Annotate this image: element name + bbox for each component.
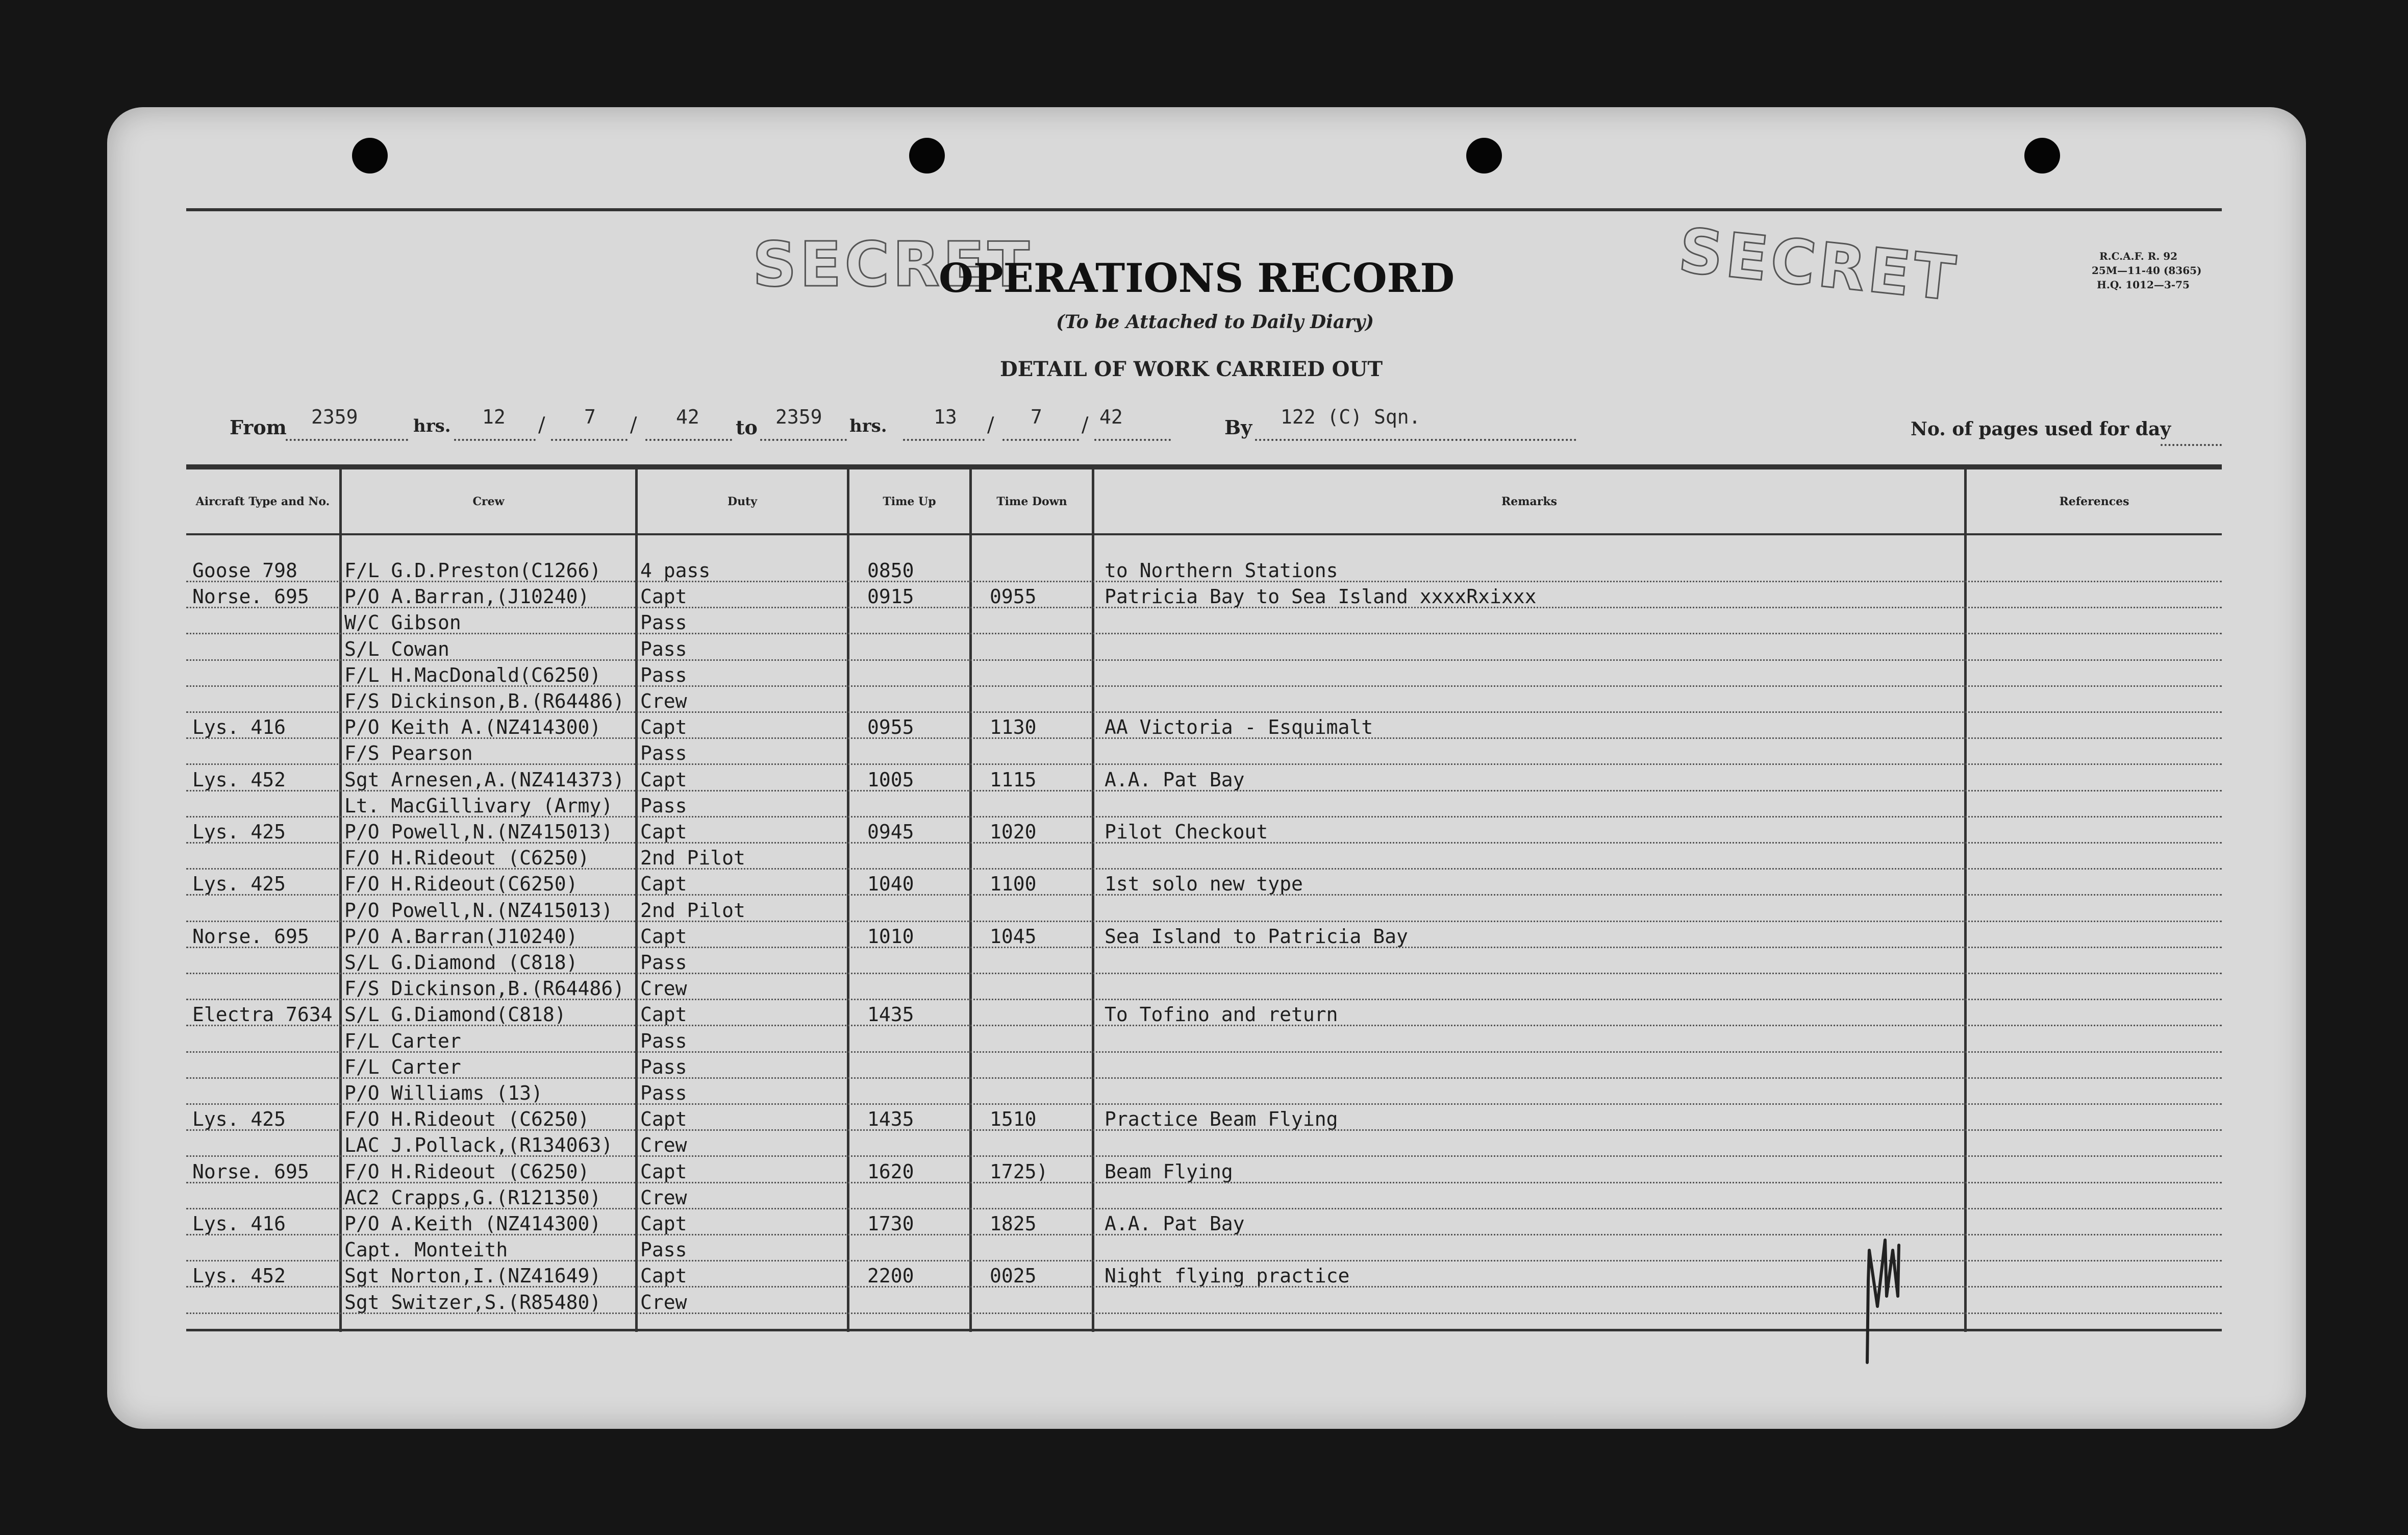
pages-line: [2161, 444, 2222, 446]
aircraft-cell: Lys. 416: [192, 1212, 286, 1235]
table-row: [186, 635, 2222, 661]
slash: /: [538, 413, 545, 437]
remarks-cell: to Northern Stations: [1105, 559, 1338, 582]
by-value: 122 (C) Sqn.: [1281, 406, 1421, 428]
time-down-cell: 0025: [990, 1265, 1037, 1288]
duty-cell: Crew: [640, 1186, 687, 1209]
duty-cell: 2nd Pilot: [640, 847, 745, 870]
duty-cell: Capt: [640, 1003, 687, 1026]
from-year: 42: [676, 406, 699, 428]
aircraft-cell: Electra 7634: [192, 1003, 333, 1026]
crew-cell: P/O Powell,N.(NZ415013): [344, 899, 613, 922]
aircraft-cell: Norse. 695: [192, 1160, 309, 1183]
table-row: [186, 1027, 2222, 1053]
remarks-cell: Night flying practice: [1105, 1265, 1350, 1288]
duty-cell: Crew: [640, 1134, 687, 1157]
form-ref-3: H.Q. 1012—3-75: [2097, 279, 2190, 291]
duty-cell: Capt: [640, 821, 687, 843]
crew-cell: W/C Gibson: [344, 611, 461, 634]
crew-cell: F/O H.Rideout (C6250): [344, 1160, 590, 1183]
to-month: 7: [1031, 406, 1042, 428]
remarks-cell: 1st solo new type: [1105, 873, 1303, 896]
table-row: [186, 1209, 2222, 1235]
table-row: [186, 870, 2222, 896]
table-row: [186, 1261, 2222, 1288]
pages-label: No. of pages used for day: [1911, 418, 2171, 440]
crew-cell: AC2 Crapps,G.(R121350): [344, 1186, 601, 1209]
duty-cell: Capt: [640, 873, 687, 896]
crew-cell: P/O Powell,N.(NZ415013): [344, 821, 613, 843]
table-row: [186, 1131, 2222, 1157]
crew-cell: P/O Williams (13): [344, 1082, 543, 1104]
duty-cell: Pass: [640, 1055, 687, 1078]
table-row: [186, 687, 2222, 713]
duty-cell: Pass: [640, 794, 687, 817]
aircraft-cell: Lys. 425: [192, 1108, 286, 1131]
crew-cell: P/O A.Barran,(J10240): [344, 585, 590, 608]
remarks-cell: Beam Flying: [1105, 1160, 1233, 1183]
time-up-cell: 1010: [867, 925, 914, 948]
time-down-cell: 1115: [990, 768, 1037, 791]
from-day-line: [454, 439, 536, 441]
duty-cell: Capt: [640, 1212, 687, 1235]
col-header-crew: Crew: [472, 495, 505, 508]
from-day: 12: [482, 406, 506, 428]
duty-cell: Pass: [640, 951, 687, 974]
crew-cell: F/S Dickinson,B.(R64486): [344, 690, 625, 712]
time-up-cell: 2200: [867, 1265, 914, 1288]
from-year-line: [645, 439, 732, 441]
time-up-cell: 1435: [867, 1003, 914, 1026]
aircraft-cell: Lys. 425: [192, 873, 286, 896]
remarks-cell: Pilot Checkout: [1105, 821, 1268, 843]
time-down-cell: 1825: [990, 1212, 1037, 1235]
duty-cell: Pass: [640, 1029, 687, 1052]
aircraft-cell: Norse. 695: [192, 925, 309, 948]
time-up-cell: 1435: [867, 1108, 914, 1131]
to-label: to: [736, 416, 758, 439]
duty-cell: Capt: [640, 925, 687, 948]
time-up-cell: 1620: [867, 1160, 914, 1183]
hrs-label-1: hrs.: [413, 416, 451, 436]
remarks-cell: Practice Beam Flying: [1105, 1108, 1338, 1131]
crew-cell: Capt. Monteith: [344, 1239, 508, 1261]
operations-record-card: [107, 107, 2306, 1429]
slash: /: [987, 413, 994, 437]
duty-cell: Crew: [640, 690, 687, 712]
punch-hole: [909, 138, 945, 174]
table-row: [186, 608, 2222, 634]
time-up-cell: 1005: [867, 768, 914, 791]
crew-cell: Sgt Switzer,S.(R85480): [344, 1291, 601, 1314]
slash: /: [1082, 413, 1089, 437]
table-row: [186, 791, 2222, 818]
to-day: 13: [934, 406, 957, 428]
table-row: [186, 896, 2222, 922]
duty-cell: Pass: [640, 1082, 687, 1104]
table-row: [186, 1183, 2222, 1209]
crew-cell: P/O A.Barran(J10240): [344, 925, 578, 948]
hrs-label-2: hrs.: [849, 416, 887, 436]
table-row: [186, 582, 2222, 608]
form-ref-2: 25M—11-40 (8365): [2092, 264, 2202, 277]
table-row: [186, 922, 2222, 948]
duty-cell: Pass: [640, 637, 687, 660]
col-header-remarks: Remarks: [1501, 495, 1558, 508]
duty-cell: Capt: [640, 716, 687, 739]
duty-cell: Pass: [640, 611, 687, 634]
by-line: [1255, 439, 1576, 441]
remarks-cell: A.A. Pat Bay: [1105, 768, 1245, 791]
duty-cell: Pass: [640, 742, 687, 765]
time-down-cell: 1020: [990, 821, 1037, 843]
header-bottom-rule: [186, 533, 2222, 535]
col-header-references: References: [2059, 495, 2129, 508]
from-month-line: [551, 439, 628, 441]
duty-cell: Capt: [640, 768, 687, 791]
crew-cell: P/O A.Keith (NZ414300): [344, 1212, 601, 1235]
slash: /: [630, 413, 637, 437]
time-up-cell: 0915: [867, 585, 914, 608]
to-month-line: [1002, 439, 1079, 441]
to-year: 42: [1099, 406, 1123, 428]
table-row: [186, 1157, 2222, 1183]
to-time: 2359: [775, 406, 822, 428]
punch-hole: [2024, 138, 2060, 174]
time-down-cell: 0955: [990, 585, 1037, 608]
crew-cell: F/S Dickinson,B.(R64486): [344, 977, 625, 1000]
crew-cell: F/L G.D.Preston(C1266): [344, 559, 601, 582]
col-header-time-down: Time Down: [996, 495, 1067, 508]
section-title: DETAIL OF WORK CARRIED OUT: [1000, 357, 1383, 381]
from-month: 7: [584, 406, 596, 428]
aircraft-cell: Goose 798: [192, 559, 297, 582]
duty-cell: Capt: [640, 585, 687, 608]
time-up-cell: 1730: [867, 1212, 914, 1235]
crew-cell: F/L H.MacDonald(C6250): [344, 663, 601, 686]
table-row: [186, 765, 2222, 791]
crew-cell: S/L Cowan: [344, 637, 449, 660]
aircraft-cell: Norse. 695: [192, 585, 309, 608]
aircraft-cell: Lys. 452: [192, 768, 286, 791]
crew-cell: S/L G.Diamond (C818): [344, 951, 578, 974]
crew-cell: F/O H.Rideout (C6250): [344, 847, 590, 870]
form-ref-1: R.C.A.F. R. 92: [2099, 250, 2178, 262]
col-header-duty: Duty: [727, 495, 758, 508]
time-up-cell: 0955: [867, 716, 914, 739]
duty-cell: Capt: [640, 1160, 687, 1183]
time-down-cell: 1725): [990, 1160, 1048, 1183]
table-row: [186, 1000, 2222, 1026]
to-day-line: [903, 439, 985, 441]
crew-cell: Sgt Arnesen,A.(NZ414373): [344, 768, 625, 791]
table-row: [186, 713, 2222, 739]
table-row: [186, 1053, 2222, 1079]
time-up-cell: 0850: [867, 559, 914, 582]
table-row: [186, 948, 2222, 974]
to-time-line: [760, 439, 847, 441]
remarks-cell: To Tofino and return: [1105, 1003, 1338, 1026]
crew-cell: F/L Carter: [344, 1055, 461, 1078]
table-row: [186, 1288, 2222, 1314]
aircraft-cell: Lys. 452: [192, 1265, 286, 1288]
col-header-time-up: Time Up: [883, 495, 936, 508]
remarks-cell: AA Victoria - Esquimalt: [1105, 716, 1373, 739]
time-down-cell: 1100: [990, 873, 1037, 896]
duty-cell: Pass: [640, 663, 687, 686]
by-label: By: [1224, 416, 1252, 439]
crew-cell: F/O H.Rideout(C6250): [344, 873, 578, 896]
crew-cell: F/S Pearson: [344, 742, 473, 765]
aircraft-cell: Lys. 416: [192, 716, 286, 739]
table-row: [186, 974, 2222, 1000]
form-title: OPERATIONS RECORD: [939, 255, 1455, 302]
duty-cell: Crew: [640, 977, 687, 1000]
table-row: [186, 556, 2222, 582]
duty-cell: Pass: [640, 1239, 687, 1261]
crew-cell: Sgt Norton,I.(NZ41649): [344, 1265, 601, 1288]
table-row: [186, 1105, 2222, 1131]
table-row: [186, 844, 2222, 870]
punch-hole: [1466, 138, 1502, 174]
from-time-line: [286, 439, 408, 441]
table-row: [186, 739, 2222, 765]
punch-hole: [352, 138, 388, 174]
duty-cell: Crew: [640, 1291, 687, 1314]
remarks-cell: Patricia Bay to Sea Island xxxxRxixxx: [1105, 585, 1537, 608]
duty-cell: Capt: [640, 1265, 687, 1288]
time-up-cell: 1040: [867, 873, 914, 896]
crew-cell: Lt. MacGillivary (Army): [344, 794, 613, 817]
from-time: 2359: [311, 406, 358, 428]
top-rule: [186, 208, 2222, 211]
crew-cell: LAC J.Pollack,(R134063): [344, 1134, 613, 1157]
time-up-cell: 0945: [867, 821, 914, 843]
table-row: [186, 1235, 2222, 1261]
duty-cell: 4 pass: [640, 559, 711, 582]
aircraft-cell: Lys. 425: [192, 821, 286, 843]
secret-stamp-left: SECRET: [752, 230, 1033, 301]
table-row: [186, 818, 2222, 844]
time-down-cell: 1510: [990, 1108, 1037, 1131]
crew-cell: F/O H.Rideout (C6250): [344, 1108, 590, 1131]
time-down-cell: 1045: [990, 925, 1037, 948]
table-body: [186, 556, 2222, 1329]
crew-cell: F/L Carter: [344, 1029, 461, 1052]
duty-cell: Capt: [640, 1108, 687, 1131]
crew-cell: S/L G.Diamond(C818): [344, 1003, 566, 1026]
signature: [1862, 1220, 1908, 1368]
from-label: From: [230, 416, 287, 439]
crew-cell: P/O Keith A.(NZ414300): [344, 716, 601, 739]
duty-cell: 2nd Pilot: [640, 899, 745, 922]
col-header-aircraft: Aircraft Type and No.: [195, 495, 330, 508]
time-down-cell: 1130: [990, 716, 1037, 739]
table-row: [186, 661, 2222, 687]
to-year-line: [1094, 439, 1171, 441]
table-top-rule: [186, 464, 2222, 469]
secret-stamp-right: SECRET: [1675, 215, 1962, 315]
row-separator: [186, 1313, 2222, 1314]
table-row: [186, 1079, 2222, 1105]
remarks-cell: Sea Island to Patricia Bay: [1105, 925, 1408, 948]
remarks-cell: A.A. Pat Bay: [1105, 1212, 1245, 1235]
form-subtitle: (To be Attached to Daily Diary): [1056, 311, 1374, 333]
